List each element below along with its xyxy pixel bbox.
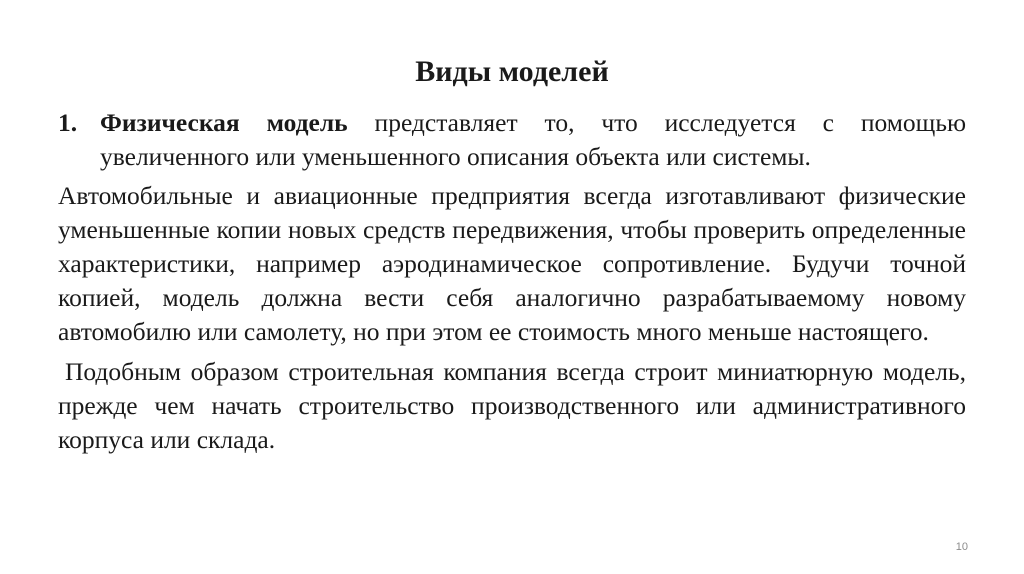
paragraph-construction-wrapper (58, 355, 966, 457)
paragraph-automotive: Автомобильные и авиационные предприятия всегда изготавливают физические уменьшенные копии новых средств передвижения, чтобы проверить определенные характеристики, например аэродинамическое сопротивление. Будучи точной копией, модель должна вести себя аналогично разрабатываемому новому автомобилю или самолету, но при этом ее стоимость много меньше настоящего. (58, 181, 966, 346)
list-item-term: Физическая модель (100, 108, 348, 137)
page-number: 10 (955, 541, 968, 553)
list-item-description: представляет то, что исследуется с помощью увеличенного или уменьшенного описания объекта или системы. (100, 108, 966, 171)
slide-title: Виды моделей (415, 55, 609, 88)
list-item-number: 1. (58, 108, 78, 137)
list-item-text (100, 106, 966, 174)
list-item (58, 106, 966, 174)
paragraph-construction: Подобным образом строительная компания всегда строит миниатюрную модель, прежде чем начать строительство производственного или административного корпуса или склада. (58, 357, 966, 454)
slide-content (58, 106, 966, 457)
